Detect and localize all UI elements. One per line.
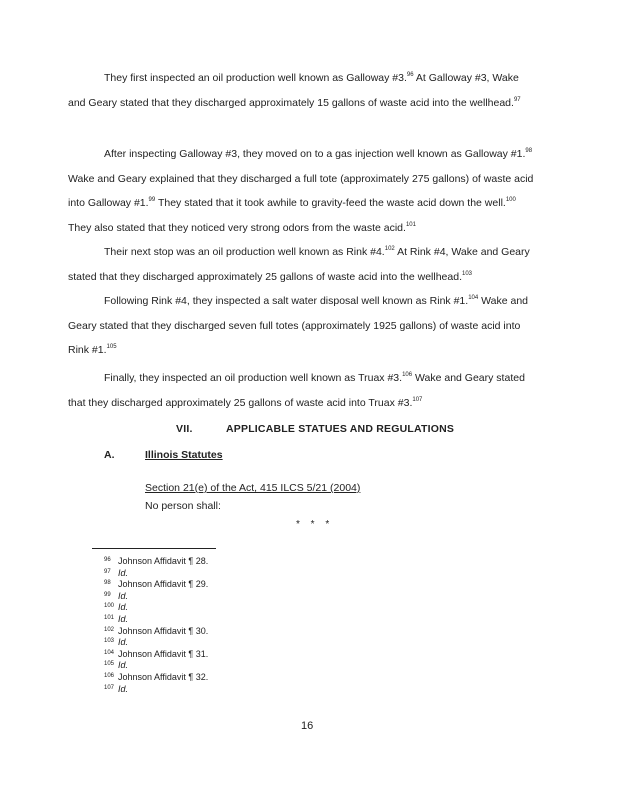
footnote-ref: 105 bbox=[106, 344, 117, 350]
paragraph-rink-1: Following Rink #4, they inspected a salt water disposal well known as Rink #1.$^{104}$ Wake and Geary stated that they discharged seven full totes (approximately 1925 gallons) of waste acid into Rink #1.$^{105}$ bbox=[68, 295, 529, 356]
footnote-text: Id. bbox=[118, 637, 129, 648]
footnote-text: Johnson Affidavit ¶ 29. bbox=[118, 579, 209, 590]
footnote-ref: 106 bbox=[402, 372, 413, 378]
footnote-number: 98 bbox=[104, 580, 111, 587]
footnote-item bbox=[104, 590, 208, 602]
footnote-number: 104 bbox=[104, 649, 115, 656]
footnote-ref: 104 bbox=[468, 295, 479, 301]
footnote-item bbox=[104, 683, 208, 695]
footnote-item bbox=[104, 671, 208, 683]
footnote-number: 107 bbox=[104, 684, 115, 691]
paragraph-truax-3: Finally, they inspected an oil production well known as Truax #3.$^{106}$ Wake and Geary stated that they discharged approximately 25 gallons of waste acid into Truax #3.$^{107}$ bbox=[68, 372, 525, 409]
subsection-heading-a bbox=[104, 449, 223, 461]
footnote-item bbox=[104, 578, 208, 590]
footnote-text: Id. bbox=[118, 660, 129, 671]
footnote-text: Id. bbox=[118, 590, 129, 601]
section-title: APPLICABLE STATUES AND REGULATIONS bbox=[226, 423, 455, 435]
footnote-ref: 98 bbox=[525, 148, 533, 154]
footnote-ref: 107 bbox=[412, 396, 423, 403]
paragraph-galloway-1: After inspecting Galloway #3, they moved on to a gas injection well known as Galloway #1.98 Wake and Geary explained that they discharged a full tote (approximately 275 gallons) of waste acid into Galloway #1.99 They stated that it took awhile to gravity-feed the waste acid down the well.$^{100}$ They also stated that they noticed very strong odors from the waste acid.$^{101}$ bbox=[68, 148, 534, 234]
footnote-number: 97 bbox=[104, 568, 111, 575]
footnote-number: 102 bbox=[104, 626, 115, 633]
footnote-ref: 100 bbox=[505, 197, 516, 203]
footnote-number: 100 bbox=[104, 603, 115, 610]
footnote-ref: 103 bbox=[462, 270, 473, 277]
statute-text: No person shall: bbox=[145, 500, 221, 512]
footnote-number: 106 bbox=[104, 672, 115, 679]
footnotes bbox=[104, 555, 208, 694]
footnote-text: Johnson Affidavit ¶ 32. bbox=[118, 671, 209, 682]
subsection-title: Illinois Statutes bbox=[145, 449, 223, 461]
footnote-item bbox=[104, 567, 208, 579]
paragraph-galloway-3: They first inspected an oil production well known as Galloway #3.96 At Galloway #3, Wake and Geary stated that they discharged approximately 15 gallons of waste acid into the wellhead.$^{97}$ bbox=[68, 72, 521, 109]
footnote-item bbox=[104, 636, 208, 648]
page-number: 16 bbox=[301, 720, 314, 732]
footnote-text: Johnson Affidavit ¶ 31. bbox=[118, 648, 209, 659]
footnote-text: Johnson Affidavit ¶ 30. bbox=[118, 625, 209, 636]
section-number: VII. bbox=[176, 423, 193, 435]
footnote-text: Id. bbox=[118, 602, 129, 613]
footnote-ref: 96 bbox=[406, 72, 414, 78]
footnote-text: Johnson Affidavit ¶ 28. bbox=[118, 556, 209, 566]
footnote-number: 105 bbox=[104, 661, 115, 668]
footnote-item bbox=[104, 625, 208, 637]
footnote-ref: 99 bbox=[148, 197, 156, 203]
subsection-number: A. bbox=[104, 449, 115, 461]
footnote-ref: 101 bbox=[405, 221, 416, 228]
footnote-text: Id. bbox=[118, 683, 129, 694]
footnote-text: Id. bbox=[118, 567, 129, 578]
footnote-number: 103 bbox=[104, 638, 115, 645]
ellipsis: * * * bbox=[296, 519, 334, 530]
footnote-text: Id. bbox=[118, 613, 129, 624]
footnote-number: 96 bbox=[104, 557, 111, 563]
paragraph-rink-4: Their next stop was an oil production well known as Rink #4.$^{102}$ At Rink #4, Wake and Geary stated that they discharged approximately 25 gallons of waste acid into the wellhead.$^{103}$ bbox=[68, 246, 530, 283]
footnote-item bbox=[104, 601, 208, 613]
statute-citation: Section 21(e) of the Act, 415 ILCS 5/21 (2004) bbox=[145, 482, 361, 494]
footnote-ref: 102 bbox=[384, 246, 395, 252]
footnote-item bbox=[104, 555, 208, 567]
footnote-item bbox=[104, 613, 208, 625]
footnote-item bbox=[104, 659, 208, 671]
section-heading-vii bbox=[176, 423, 454, 435]
footnote-ref: 97 bbox=[513, 96, 521, 103]
footnote-divider bbox=[92, 548, 216, 550]
footnote-item bbox=[104, 648, 208, 660]
footnote-number: 101 bbox=[104, 614, 115, 621]
footnote-number: 99 bbox=[104, 591, 111, 598]
